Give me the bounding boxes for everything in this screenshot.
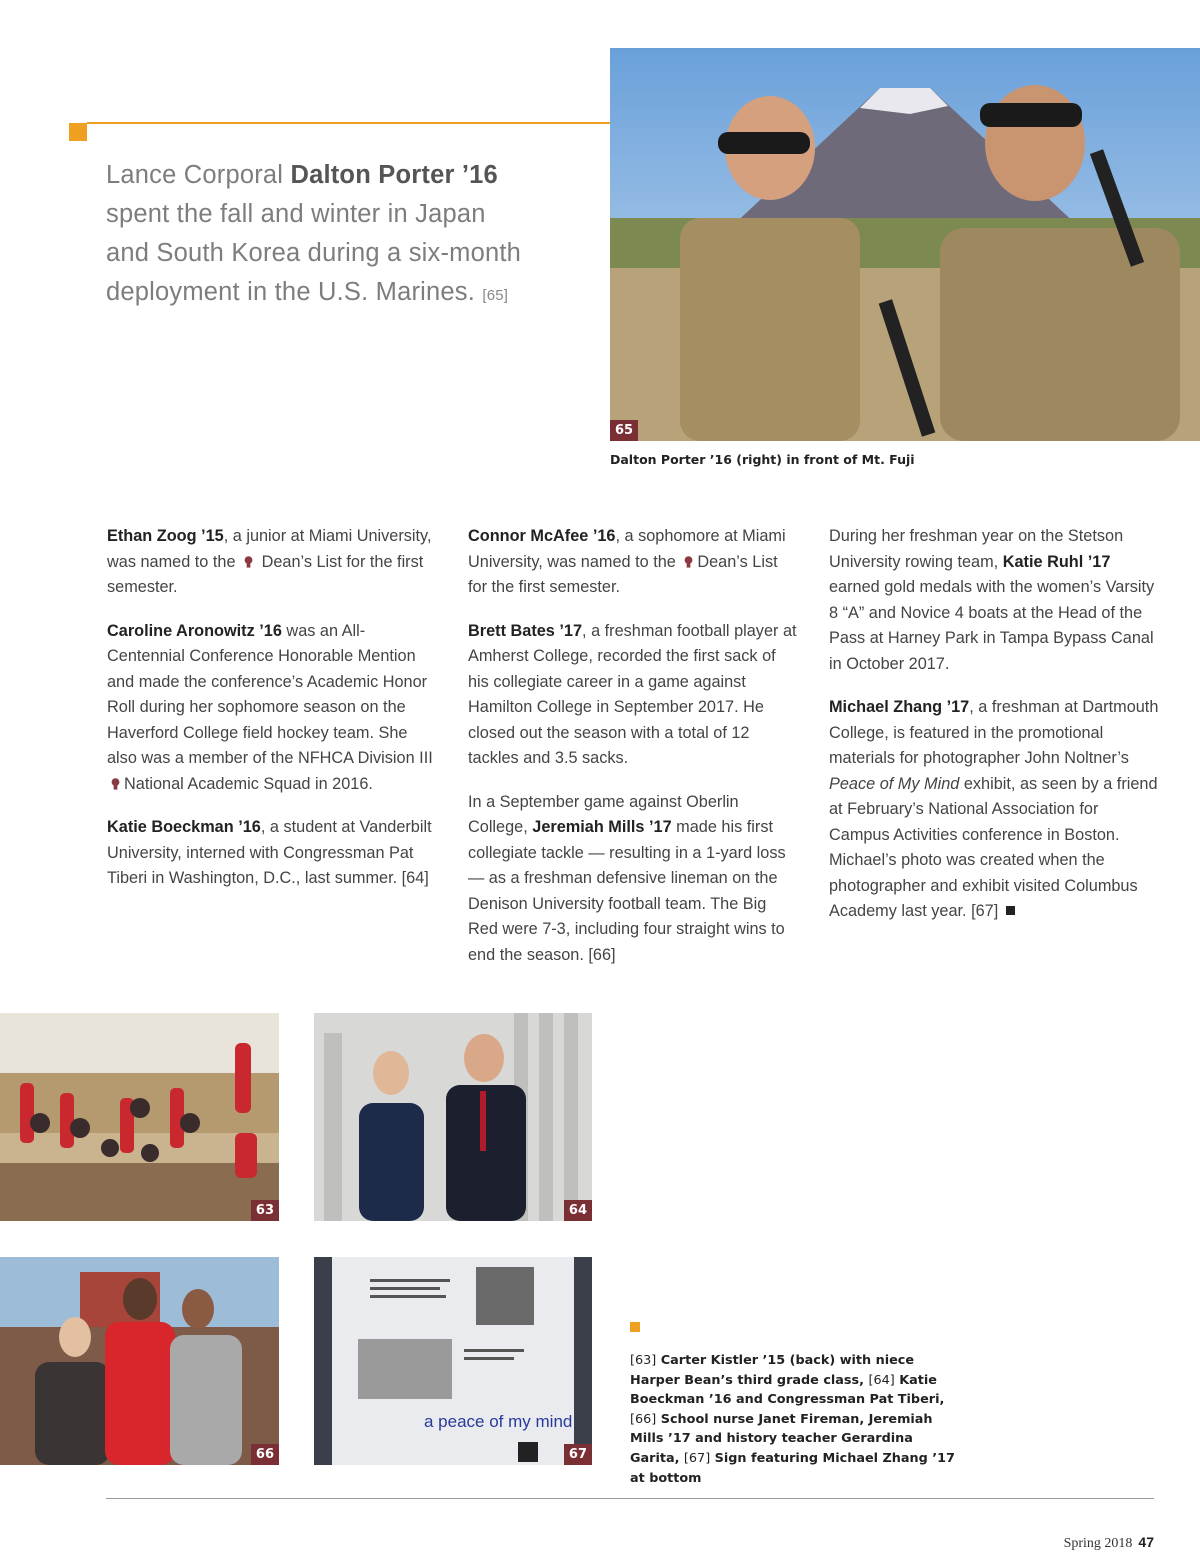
item-text: exhibit, as seen by a friend at February’s National Association for Campus Activities conference in Boston. Michael’s photo was created when the photographer and exhibit visited Columbus Academy last year. [67] xyxy=(829,774,1158,920)
caption-ref: [64] xyxy=(868,1372,895,1388)
item-brett-bates xyxy=(468,619,798,772)
item-text: , a sophomore at Miami University, was named to the xyxy=(468,527,786,571)
item-text: Dean’s List for the first semester. xyxy=(468,552,778,596)
footer-rule xyxy=(106,1498,1154,1499)
item-katie-boeckman xyxy=(107,815,437,892)
miami-logo-icon xyxy=(242,555,255,569)
item-jeremiah-mills xyxy=(468,790,798,969)
page-number: 47 xyxy=(1138,1534,1154,1550)
end-mark xyxy=(1006,906,1015,915)
pull-quote-name: Dalton Porter ’16 xyxy=(290,161,498,189)
caption-text: Katie Boeckman ’16 and Congressman Pat Tiberi, xyxy=(630,1372,945,1408)
photo-63-classroom xyxy=(0,1013,279,1221)
person-name: Jeremiah Mills ’17 xyxy=(532,818,672,836)
item-text: In a September game against Oberlin College, xyxy=(468,792,739,836)
caption-text: Carter Kistler ’15 (back) with niece Harper Bean’s third grade class, xyxy=(630,1353,915,1388)
item-michael-zhang xyxy=(829,695,1159,925)
item-caroline-aronowitz xyxy=(107,619,437,798)
item-katie-ruhl xyxy=(829,524,1159,677)
photo-67-exhibit-sign xyxy=(314,1257,592,1465)
column-2 xyxy=(468,524,798,986)
person-name: Caroline Aronowitz ’16 xyxy=(107,621,282,640)
person-name: Ethan Zoog ’15 xyxy=(107,527,224,545)
accent-square xyxy=(69,123,87,141)
pull-quote-lead: Lance Corporal xyxy=(106,161,291,189)
photo-64-capitol-handshake xyxy=(314,1013,592,1221)
photo-number-badge: 63 xyxy=(251,1200,279,1221)
miami-logo-icon xyxy=(682,555,695,569)
item-text: , a freshman football player at Amherst College, recorded the first sack of his collegiate career in a game against Hamilton College in September 2017. He closed out the season with a total of 12 tackles and 3.5 sacks. xyxy=(468,621,797,767)
item-text: , a student at Vanderbilt University, interned with Congressman Pat Tiberi in Washington, D.C., last summer. [64] xyxy=(107,818,432,887)
photo-number-badge: 66 xyxy=(251,1444,279,1465)
item-text: , a freshman at Dartmouth College, is featured in the promotional materials for photographer John Noltner’s xyxy=(829,698,1159,767)
exhibit-sign-text: a peace of my mind xyxy=(424,1412,573,1431)
person-name: Brett Bates ’17 xyxy=(468,621,583,640)
item-text: Dean’s List for the first semester. xyxy=(107,552,424,596)
caption-ref: [67] xyxy=(683,1450,711,1466)
item-text: was an All-Centennial Conference Honorable Mention and made the conference’s Academic Honor Roll during her sophomore season on the Haverford College field hockey team. She also was a member of the NFHCA Division III xyxy=(107,621,433,767)
pull-quote-ref: [65] xyxy=(482,287,509,304)
column-3 xyxy=(829,524,1159,943)
photo-number-badge: 64 xyxy=(564,1200,592,1221)
photo-65-caption: Dalton Porter ’16 (right) in front of Mt. Fuji xyxy=(610,452,915,467)
item-ethan-zoog xyxy=(107,524,437,601)
item-text: , a junior at Miami University, was named to the xyxy=(107,527,432,571)
pull-quote-text: spent the fall and winter in Japan and South Korea during a six-month deployment in the U.S. Marines. xyxy=(106,200,522,306)
item-text: National Academic Squad in 2016. xyxy=(124,774,373,793)
page-footer xyxy=(1064,1534,1154,1552)
caption-text: Sign featuring Michael Zhang ’17 at bottom xyxy=(630,1450,955,1486)
column-1 xyxy=(107,524,437,910)
caption-ref: [66] xyxy=(630,1411,657,1427)
photo-65-marines-mt-fuji xyxy=(610,48,1200,441)
item-connor-mcafee xyxy=(468,524,798,601)
person-name: Katie Boeckman ’16 xyxy=(107,818,261,836)
person-name: Katie Ruhl ’17 xyxy=(1002,552,1111,571)
item-text: earned gold medals with the women’s Varsity 8 “A” and Novice 4 boats at the Head of the Pass at Harney Park in Tampa Bypass Canal in October 2017. xyxy=(829,578,1155,673)
pull-quote xyxy=(106,156,536,315)
item-text: made his first collegiate tackle — resulting in a 1-yard loss — as a freshman defensive lineman on the Denison University football team. The Big Red were 7-3, including four straight wins to end the season. [66] xyxy=(468,818,786,964)
nfhca-logo-icon xyxy=(109,777,122,791)
caption-accent-square xyxy=(630,1322,640,1332)
item-text: During her freshman year on the Stetson University rowing team, xyxy=(829,527,1124,571)
photo-number-badge: 67 xyxy=(564,1444,592,1465)
exhibit-title: Peace of My Mind xyxy=(829,774,960,793)
issue-label: Spring 2018 xyxy=(1063,1536,1133,1551)
person-name: Connor McAfee ’16 xyxy=(468,527,616,545)
caption-ref: [63] xyxy=(630,1353,657,1368)
accent-rule xyxy=(87,122,610,124)
photo-captions xyxy=(630,1351,960,1488)
photo-number-badge: 65 xyxy=(610,420,638,441)
person-name: Michael Zhang ’17 xyxy=(829,698,970,716)
caption-text: School nurse Janet Fireman, Jeremiah Mills ’17 and history teacher Gerardina Garita, xyxy=(630,1411,933,1466)
photo-66-football-sideline xyxy=(0,1257,279,1465)
